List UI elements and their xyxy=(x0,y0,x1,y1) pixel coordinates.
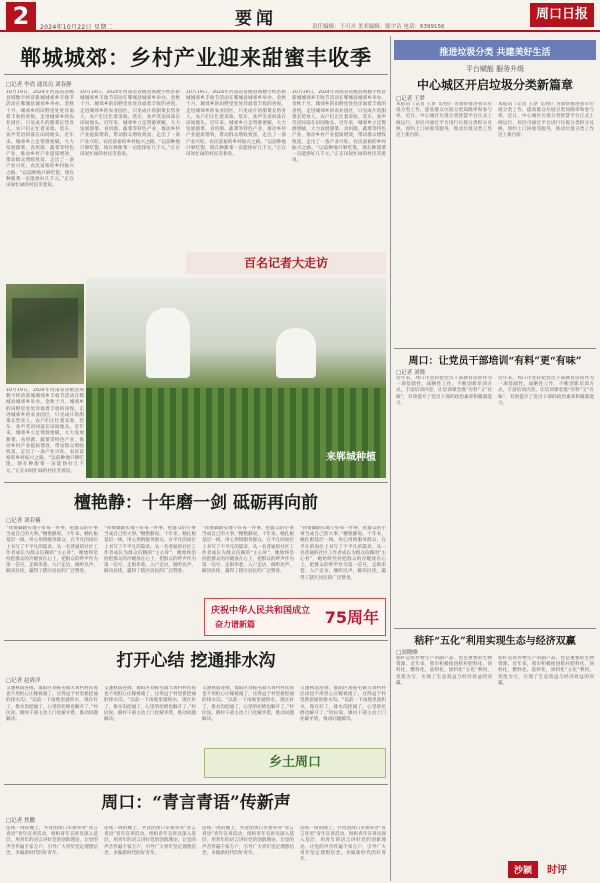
story2-byline: □记者 刘若楠 xyxy=(6,518,41,524)
left-column xyxy=(4,36,388,881)
column-label-banner xyxy=(186,252,386,274)
right-body2-col1: 近年来，周口市坚持把党员干部教育培训作为一项基础性、战略性工作，不断创新培训方式，丰富培训内容，让培训课堂既“有料”又“有味”，有效提升了党员干部的政治素养和履职能力。 xyxy=(396,376,492,406)
story3-headline: 打开心结 挖通排水沟 xyxy=(116,651,276,671)
anniversary-badge xyxy=(204,598,386,636)
lead-body-col3: 10月19日，2024年河南省省级县域数字经济新城城郊乡丰收节活动在郸城县城郊乡举办。金秋十月，城郊乡的田野里处处洋溢着丰收的喜悦。走进城郊乡的农业园区，只见成片的甜菜长势喜人，农户们正忙着采收、装车，欢声笑语回荡在田间地头。近年来，城郊乡立足资源禀赋，大力发展甜菜、食用菌、蔬菜等特色产业，推动乡村产业提质增效，带动群众增收致富，走出了一条产业兴旺、农民富裕的乡村振兴之路。“以前种地只够吃饱，现在种甜菜一亩能挣好几千元。”正在田间忙碌的村民笑着说。 xyxy=(186,90,286,158)
story4-body-col2: 连续一周的晚上，共青团周口市委举办“青言青语”青年宣讲活动，组织青年宣讲员深入基层，用青年的语言讲好党的创新理论，让党的声音传遍千家万户，引导广大青年坚定理想信念，争做新时代的好青年。 xyxy=(104,826,196,856)
right-headline1: 中心城区开启垃圾分类新篇章 xyxy=(416,78,573,92)
right-byline2: □记者 刘晓 xyxy=(396,370,425,376)
lead-photo-small xyxy=(6,284,84,384)
story3-body-col4: 又逢秋雨连绵，淮阳区刘振屯镇大黄村村民再也不用担心庄稼被淹了。这得益于村里新挖通的排水沟。“以前一下雨地里就积水，现在好了，排水沟挖通了，心里的疙瘩也解开了。”村民说。镇村干部主动上门化解矛盾，推动问题解决。 xyxy=(300,686,386,723)
lead-body-col2: 10月19日，2024年河南省省级县域数字经济新城城郊乡丰收节活动在郸城县城郊乡举办。金秋十月，城郊乡的田野里处处洋溢着丰收的喜悦。走进城郊乡的农业园区，只见成片的甜菜长势喜人，农户们正忙着采收、装车，欢声笑语回荡在田间地头。近年来，城郊乡立足资源禀赋，大力发展甜菜、食用菌、蔬菜等特色产业，推动乡村产业提质增效，带动群众增收致富，走出了一条产业兴旺、农民富裕的乡村振兴之路。“以前种地只够吃饱，现在种甜菜一亩能挣好几千元。”正在田间忙碌的村民笑着说。 xyxy=(80,90,180,158)
lead-body-col1: 10月19日，2024年河南省省级县域数字经济新城城郊乡丰收节活动在郸城县城郊乡举办。金秋十月，城郊乡的田野里处处洋溢着丰收的喜悦。走进城郊乡的农业园区，只见成片的甜菜长势喜人，农户们正忙着采收、装车，欢声笑语回荡在田间地头。近年来，城郊乡立足资源禀赋，大力发展甜菜、食用菌、蔬菜等特色产业，推动乡村产业提质增效，带动群众增收致富，走出了一条产业兴旺、农民富裕的乡村振兴之路。“以前种地只够吃饱，现在种甜菜一亩能挣好几千元。”正在田间忙碌的村民笑着说。 xyxy=(6,90,74,189)
dateline: 2024年10月22日 星期二 xyxy=(40,24,113,31)
story2-body-col1: “我要脚踏实地干好每一件事，把群众的小事当成自己的大事。”檀艳静说。十年来，她扎根基层一线，用心用情服务群众，在平凡的岗位上书写了不平凡的篇章。从一名普通的社区工作者成长为群众信赖的“主心骨”，她始终坚持把群众的冷暖放在心上，把群众的呼声作为第一信号，走街串巷、入户走访，倾听民声、解决民忧，赢得了辖区居民的广泛赞誉。 xyxy=(6,526,98,575)
garbage-banner xyxy=(394,40,596,60)
right-byline1: □记者 王梦 xyxy=(396,96,425,102)
right-body1-col1: 本报讯（记者 王梦 文/图）为加快推进我市垃圾分类工作，提高群众垃圾分类知晓率和参与率，近日，中心城区垃圾分类智慧平台正式上线运行，居民可通过平台进行垃圾分类积分兑换、预约上门回收等服务，推动垃圾分类工作迈上新台阶。 xyxy=(396,102,492,139)
shaying-tag: 沙颍 xyxy=(508,861,538,878)
story3-body-col1: 又逢秋雨连绵，淮阳区刘振屯镇大黄村村民再也不用担心庄稼被淹了。这得益于村里新挖通的排水沟。“以前一下雨地里就积水，现在好了，排水沟挖通了，心里的疙瘩也解开了。”村民说。镇村干部主动上门化解矛盾，推动问题解决。 xyxy=(6,686,98,723)
column-label: 百名记者大走访 xyxy=(243,256,328,270)
right-sub: 平台赋能 服务升级 xyxy=(465,65,525,73)
shaying-column-tag xyxy=(508,858,594,878)
xiangtu-label-text: 乡土周口 xyxy=(268,755,321,770)
page-number: 2 xyxy=(6,2,36,30)
story2-body-col2: “我要脚踏实地干好每一件事，把群众的小事当成自己的大事。”檀艳静说。十年来，她扎根基层一线，用心用情服务群众，在平凡的岗位上书写了不平凡的篇章。从一名普通的社区工作者成长为群众信赖的“主心骨”，她始终坚持把群众的冷暖放在心上，把群众的呼声作为第一信号，走街串巷、入户走访，倾听民声、解决民忧，赢得了辖区居民的广泛赞誉。 xyxy=(104,526,196,575)
divider xyxy=(394,628,596,629)
story4-headline: 周口：“青言青语”传新声 xyxy=(101,793,291,813)
story4-body-col1: 连续一周的晚上，共青团周口市委举办“青言青语”青年宣讲活动，组织青年宣讲员深入基层，用青年的语言讲好党的创新理论，让党的声音传遍千家万户，引导广大青年坚定理想信念，争做新时代的好青年。 xyxy=(6,826,98,856)
masthead xyxy=(0,0,600,32)
right-body1-col2: 本报讯（记者 王梦 文/图）为加快推进我市垃圾分类工作，提高群众垃圾分类知晓率和参与率，近日，中心城区垃圾分类智慧平台正式上线运行，居民可通过平台进行垃圾分类积分兑换、预约上门回收等服务，推动垃圾分类工作迈上新台阶。 xyxy=(498,102,594,139)
photo-caption: 来郸城种植 xyxy=(326,452,376,463)
lead-headline: 郸城城郊：乡村产业迎来甜蜜丰收季 xyxy=(20,45,372,70)
story2-body-col4: “我要脚踏实地干好每一件事，把群众的小事当成自己的大事。”檀艳静说。十年来，她扎根基层一线，用心用情服务群众，在平凡的岗位上书写了不平凡的篇章。从一名普通的社区工作者成长为群众信赖的“主心骨”，她始终坚持把群众的冷暖放在心上，把群众的呼声作为第一信号，走街串巷、入户走访，倾听民声、解决民忧，赢得了辖区居民的广泛赞誉。 xyxy=(300,526,386,581)
section-title: 要闻 xyxy=(235,9,277,29)
right-headline3: 秸秆“五化”利用实现生态与经济双赢 xyxy=(414,636,576,647)
divider xyxy=(4,74,388,75)
story4-byline: □记者 焦鹏 xyxy=(6,818,35,824)
shiping-tag: 时评 xyxy=(547,865,568,876)
story3-body-col3: 又逢秋雨连绵，淮阳区刘振屯镇大黄村村民再也不用担心庄稼被淹了。这得益于村里新挖通的排水沟。“以前一下雨地里就积水，现在好了，排水沟挖通了，心里的疙瘩也解开了。”村民说。镇村干部主动上门化解矛盾，推动问题解决。 xyxy=(202,686,294,723)
worker-figure xyxy=(276,328,316,378)
lead-byline: □记者 李尚 通讯员 刘春静 xyxy=(6,82,72,88)
plant-rows xyxy=(86,388,386,478)
story3-body-col2: 又逢秋雨连绵，淮阳区刘振屯镇大黄村村民再也不用担心庄稼被淹了。这得益于村里新挖通的排水沟。“以前一下雨地里就积水，现在好了，排水沟挖通了，心里的疙瘩也解开了。”村民说。镇村干部主动上门化解矛盾，推动问题解决。 xyxy=(104,686,196,723)
right-body2-col2: 近年来，周口市坚持把党员干部教育培训作为一项基础性、战略性工作，不断创新培训方式，丰富培训内容，让培训课堂既“有料”又“有味”，有效提升了党员干部的政治素养和履职能力。 xyxy=(498,376,594,406)
lead-photo-main xyxy=(86,278,386,478)
right-headline2: 周口：让党员干部培训“有料”更“有味” xyxy=(408,356,582,367)
column-divider xyxy=(390,36,391,881)
story2-headline: 檀艳静：十年磨一剑 砥砺再向前 xyxy=(74,493,318,513)
badge-number: 75周年 xyxy=(324,608,379,627)
newspaper-logo: 周口日报 xyxy=(530,3,594,27)
lead-body-col4: 10月19日，2024年河南省省级县域数字经济新城城郊乡丰收节活动在郸城县城郊乡举办。金秋十月，城郊乡的田野里处处洋溢着丰收的喜悦。走进城郊乡的农业园区，只见成片的甜菜长势喜人，农户们正忙着采收、装车，欢声笑语回荡在田间地头。近年来，城郊乡立足资源禀赋，大力发展甜菜、食用菌、蔬菜等特色产业，推动乡村产业提质增效，带动群众增收致富，走出了一条产业兴旺、农民富裕的乡村振兴之路。“以前种地只够吃饱，现在种甜菜一亩能挣好几千元。”正在田间忙碌的村民笑着说。 xyxy=(292,90,386,164)
story2-body-col3: “我要脚踏实地干好每一件事，把群众的小事当成自己的大事。”檀艳静说。十年来，她扎根基层一线，用心用情服务群众，在平凡的岗位上书写了不平凡的篇章。从一名普通的社区工作者成长为群众信赖的“主心骨”，她始终坚持把群众的冷暖放在心上，把群众的呼声作为第一信号，走街串巷、入户走访，倾听民声、解决民忧，赢得了辖区居民的广泛赞誉。 xyxy=(202,526,294,575)
right-column xyxy=(394,36,596,881)
badge-text-1: 庆祝中华人民共和国成立 xyxy=(211,606,311,616)
xiangtu-label xyxy=(204,748,386,778)
divider xyxy=(4,784,388,785)
right-body3-col1: 秸秆是农作物生产的副产品，也是重要的生物资源。近年来，我市积极推进秸秆肥料化、饲料化、燃料化、基料化、原料化“五化”利用，变废为宝，实现了生态效益与经济效益的双赢。 xyxy=(396,656,492,686)
right-byline3: □刘晓峰 xyxy=(396,650,418,656)
divider xyxy=(4,482,388,483)
lead-body-lower: 10月19日，2024年河南省省级县域数字经济新城城郊乡丰收节活动在郸城县城郊乡举办。金秋十月，城郊乡的田野里处处洋溢着丰收的喜悦。走进城郊乡的农业园区，只见成片的甜菜长势喜人，农户们正忙着采收、装车，欢声笑语回荡在田间地头。近年来，城郊乡立足资源禀赋，大力发展甜菜、食用菌、蔬菜等特色产业，推动乡村产业提质增效，带动群众增收致富，走出了一条产业兴旺、农民富裕的乡村振兴之路。“以前种地只够吃饱，现在种甜菜一亩能挣好几千元。”正在田间忙碌的村民笑着说。 xyxy=(6,388,84,474)
right-body3-col2: 秸秆是农作物生产的副产品，也是重要的生物资源。近年来，我市积极推进秸秆肥料化、饲料化、燃料化、基料化、原料化“五化”利用，变废为宝，实现了生态效益与经济效益的双赢。 xyxy=(498,656,594,686)
story4-body-col4: 连续一周的晚上，共青团周口市委举办“青言青语”青年宣讲活动，组织青年宣讲员深入基层，用青年的语言讲好党的创新理论，让党的声音传遍千家万户，引导广大青年坚定理想信念，争做新时代的好青年。 xyxy=(300,826,386,863)
divider xyxy=(394,348,596,349)
badge-text-2: 奋力谱新篇 xyxy=(215,619,255,629)
story3-byline: □记者 赵洛洋 xyxy=(6,678,41,684)
garbage-banner-text: 推进垃圾分类 共建美好生活 xyxy=(439,48,551,58)
story4-body-col3: 连续一周的晚上，共青团周口市委举办“青言青语”青年宣讲活动，组织青年宣讲员深入基层，用青年的语言讲好党的创新理论，让党的声音传遍千家万户，引导广大青年坚定理想信念，争做新时代的好青年。 xyxy=(202,826,294,856)
worker-figure xyxy=(146,308,190,378)
divider xyxy=(4,640,388,641)
editor-line: 责任编辑：王可卉 美术编辑：陈宇洁 电话：6399156 xyxy=(312,24,445,30)
